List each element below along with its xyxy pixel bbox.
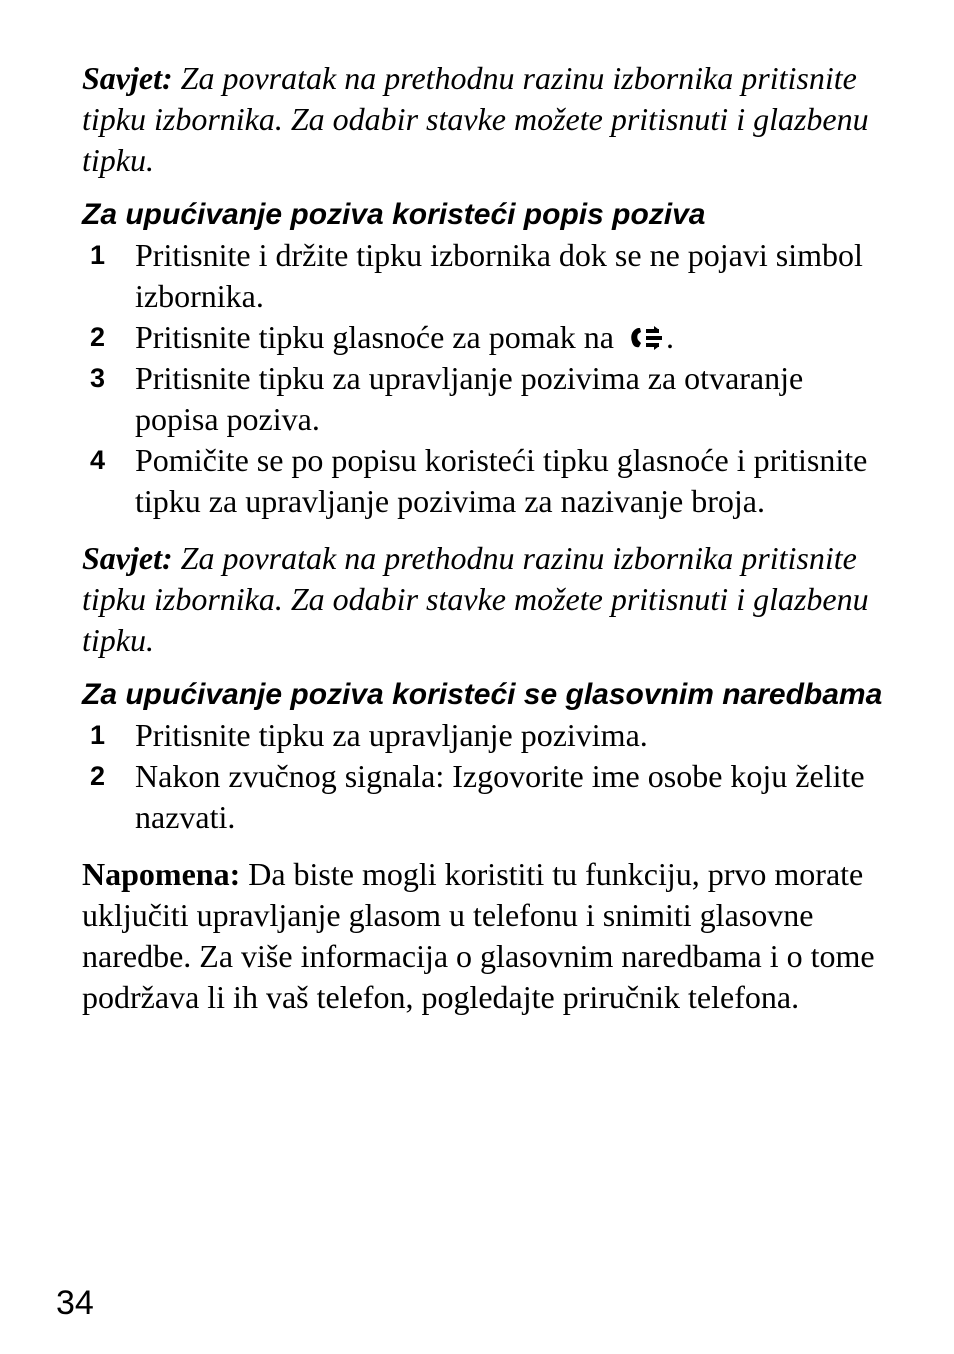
step-item bbox=[82, 235, 894, 317]
tip-label: Savjet: bbox=[82, 540, 173, 576]
step-item bbox=[82, 715, 894, 756]
page-number: 34 bbox=[56, 1284, 94, 1322]
tip-text: Za povratak na prethodnu razinu izbornika pritisnite tipku izbornika. Za odabir stavke možete pritisnuti i glazbenu tipku. bbox=[82, 540, 869, 658]
step-text: Pritisnite tipku za upravljanje pozivima. bbox=[135, 717, 648, 753]
manual-page-content bbox=[82, 58, 894, 1018]
note-label: Napomena: bbox=[82, 856, 241, 892]
step-item bbox=[82, 358, 894, 440]
section-heading-voice-commands: Za upućivanje poziva koristeći se glasovnim naredbama bbox=[82, 678, 883, 711]
step-text: Pritisnite i držite tipku izbornika dok se ne pojavi simbol izbornika. bbox=[135, 237, 863, 314]
step-number: 1 bbox=[90, 240, 106, 270]
call-list-icon bbox=[628, 321, 666, 349]
step-number: 1 bbox=[90, 720, 106, 750]
tip-label: Savjet: bbox=[82, 60, 173, 96]
step-text: Pritisnite tipku za upravljanje pozivima za otvaranje popisa poziva. bbox=[135, 360, 804, 437]
step-number: 3 bbox=[90, 363, 106, 393]
step-text: Pomičite se po popisu koristeći tipku glasnoće i pritisnite tipku za upravljanje pozivima za nazivanje broja. bbox=[135, 442, 868, 519]
step-text: Pritisnite tipku glasnoće za pomak na bbox=[135, 319, 622, 355]
tip-text: Za povratak na prethodnu razinu izbornika pritisnite tipku izbornika. Za odabir stavke možete pritisnuti i glazbenu tipku. bbox=[82, 60, 869, 178]
steps-voice-commands bbox=[82, 715, 894, 838]
step-item bbox=[82, 317, 894, 358]
step-text: Nakon zvučnog signala: Izgovorite ime osobe koju želite nazvati. bbox=[135, 758, 865, 835]
tip-paragraph-2 bbox=[82, 538, 894, 661]
section-heading-call-list: Za upućivanje poziva koristeći popis poziva bbox=[82, 198, 706, 231]
step-number: 2 bbox=[90, 322, 106, 352]
note-text: Da biste mogli koristiti tu funkciju, prvo morate uključiti upravljanje glasom u telefonu i snimiti glasovne naredbe. Za više informacija o glasovnim naredbama i o tome podržava li ih vaš telefon, pogledajte priručnik telefona. bbox=[82, 856, 875, 1015]
step-number: 4 bbox=[90, 445, 106, 475]
steps-call-list bbox=[82, 235, 894, 522]
tip-paragraph-1 bbox=[82, 58, 894, 181]
step-item bbox=[82, 440, 894, 522]
step-number: 2 bbox=[90, 761, 106, 791]
step-text-suffix: . bbox=[666, 319, 674, 355]
step-item bbox=[82, 756, 894, 838]
note-paragraph bbox=[82, 854, 894, 1018]
